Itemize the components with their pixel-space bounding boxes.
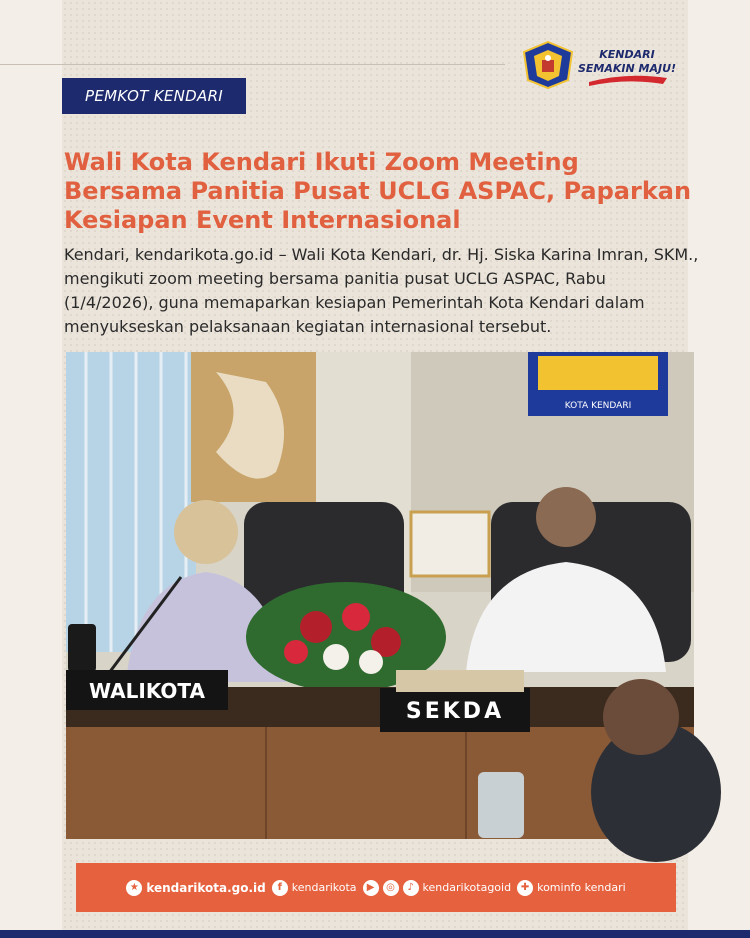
footer-bar [76,863,676,912]
nameplate-sekda: SEKDA [405,699,505,724]
article-lede: Kendari, kendarikota.go.id – Wali Kota Kendari, dr. Hj. Siska Karina Imran, SKM., mengikuti zoom meeting bersama panitia pusat UCLG ASPAC, Rabu (1/4/2026), guna memaparkan kesiapan Pemerintah Kota Kendari dalam menyukseskan pelaksanaan kegiatan internasional tersebut. [64,245,699,336]
youtube-icon: ▶ [363,880,379,896]
kendari-crest-small-icon: ★ [126,880,142,896]
bottom-bar [0,930,750,938]
slogan-line1: KENDARI [599,48,655,61]
instagram-icon: ◎ [383,880,399,896]
footer-facebook[interactable] [272,880,357,896]
header-divider [0,64,505,65]
kominfo-icon: ✚ [517,880,533,896]
nameplate-walikota: WALIKOTA [89,679,205,703]
meeting-photo [66,352,694,839]
footer-website-label: kendarikota.go.id [146,880,266,895]
tiktok-icon: ♪ [403,880,419,896]
footer-social-label: kendarikotagoid [422,881,512,894]
footer-kominfo[interactable] [517,880,626,896]
section-tag: PEMKOT KENDARI [62,78,246,114]
facebook-icon: f [272,880,288,896]
kendari-crest-icon [522,40,574,90]
article-title: Wali Kota Kendari Ikuti Zoom Meeting Bersama Panitia Pusat UCLG ASPAC, Paparkan Kesiapan Event Internasional [64,148,692,234]
slogan-logo [577,44,677,90]
footer-website[interactable] [126,880,265,896]
footer-facebook-label: kendarikota [291,881,357,894]
footer-social[interactable] [363,880,512,896]
slogan-line2: SEMAKIN MAJU! [577,62,677,75]
wall-emblem-label: KOTA KENDARI [564,401,632,411]
footer-kominfo-label: kominfo kendari [537,881,626,894]
